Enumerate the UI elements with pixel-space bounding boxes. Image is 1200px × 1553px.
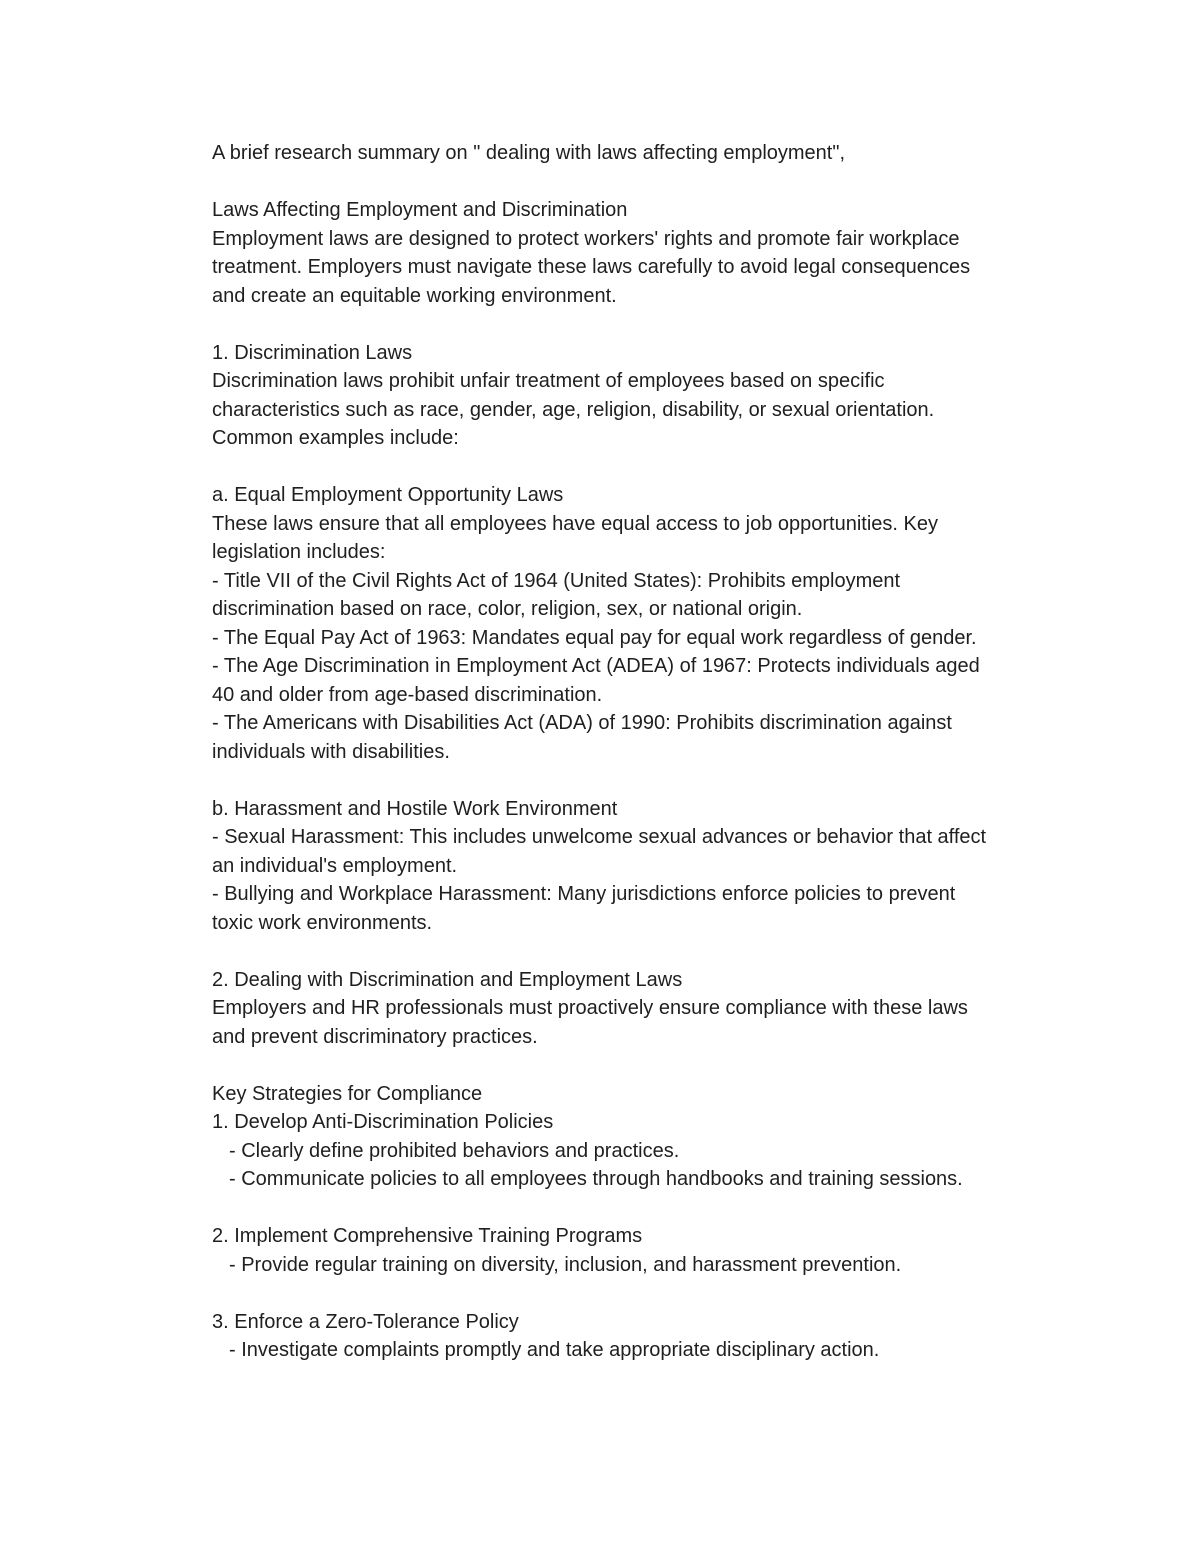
blank-line	[212, 168, 1092, 197]
section-1a-paragraph-line: legislation includes:	[212, 541, 386, 563]
section-2-paragraph-line: Employers and HR professionals must proactively ensure compliance with these laws	[212, 997, 968, 1019]
strategy-3-heading: 3. Enforce a Zero-Tolerance Policy	[212, 1310, 519, 1333]
section-1a-paragraph-line: - The Americans with Disabilities Act (ADA) of 1990: Prohibits discrimination against	[212, 712, 952, 734]
section-1a-paragraph-line: - The Equal Pay Act of 1963: Mandates equal pay for equal work regardless of gender.	[212, 626, 977, 649]
section-1a-paragraph-line: individuals with disabilities.	[212, 740, 450, 763]
strategy-2-heading: 2. Implement Comprehensive Training Programs	[212, 1225, 643, 1247]
section-1a-paragraph-line: discrimination based on race, color, religion, sex, or national origin.	[212, 598, 803, 620]
section-1a-heading: a. Equal Employment Opportunity Laws	[212, 484, 564, 506]
section-1-paragraph-line: characteristics such as race, gender, age, religion, disability, or sexual orientation.	[212, 398, 935, 421]
section-1-paragraph-line: Discrimination laws prohibit unfair treatment of employees based on specific	[212, 370, 885, 392]
section-1-heading: 1. Discrimination Laws	[212, 341, 413, 364]
intro-line: A brief research summary on " dealing with laws affecting employment",	[212, 142, 846, 164]
intro-paragraph-line: Employment laws are designed to protect workers' rights and promote fair workplace	[212, 227, 960, 250]
strategy-2-item: - Provide regular training on diversity, inclusion, and harassment prevention.	[229, 1253, 902, 1276]
section-1a-paragraph-line: These laws ensure that all employees have equal access to job opportunities. Key	[212, 512, 938, 535]
section-1-paragraph-line: Common examples include:	[212, 427, 459, 449]
blank-line	[212, 1194, 1092, 1223]
section-title: Laws Affecting Employment and Discrimination	[212, 199, 628, 221]
section-1b-paragraph-line: toxic work environments.	[212, 911, 433, 934]
section-1a-paragraph-line: 40 and older from age-based discrimination.	[212, 683, 603, 706]
blank-line	[212, 310, 1092, 339]
section-1b-paragraph-line: - Sexual Harassment: This includes unwelcome sexual advances or behavior that affect	[212, 826, 987, 848]
blank-line	[212, 766, 1092, 795]
section-1b-heading: b. Harassment and Hostile Work Environment	[212, 797, 618, 820]
strategy-1-heading: 1. Develop Anti-Discrimination Policies	[212, 1111, 554, 1133]
section-1a-paragraph-line: - Title VII of the Civil Rights Act of 1964 (United States): Prohibits employment	[212, 569, 901, 592]
section-2-paragraph-line: and prevent discriminatory practices.	[212, 1025, 538, 1048]
strategies-heading: Key Strategies for Compliance	[212, 1082, 483, 1105]
document-body	[212, 139, 1092, 1365]
section-1b-paragraph-line: an individual's employment.	[212, 854, 458, 877]
blank-line	[212, 453, 1092, 482]
blank-line	[212, 1279, 1092, 1308]
section-1b-paragraph-line: - Bullying and Workplace Harassment: Many jurisdictions enforce policies to prevent	[212, 883, 956, 905]
intro-paragraph-line: and create an equitable working environment.	[212, 284, 617, 307]
blank-line	[212, 1051, 1092, 1080]
intro-paragraph-line: treatment. Employers must navigate these laws carefully to avoid legal consequences	[212, 256, 971, 278]
strategy-1-item: - Communicate policies to all employees through handbooks and training sessions.	[229, 1168, 963, 1190]
blank-line	[212, 937, 1092, 966]
section-1a-paragraph-line: - The Age Discrimination in Employment Act (ADEA) of 1967: Protects individuals aged	[212, 655, 980, 677]
section-2-heading: 2. Dealing with Discrimination and Employment Laws	[212, 968, 683, 991]
strategy-1-item: - Clearly define prohibited behaviors and practices.	[229, 1139, 680, 1162]
strategy-3-item: - Investigate complaints promptly and take appropriate disciplinary action.	[229, 1339, 880, 1361]
